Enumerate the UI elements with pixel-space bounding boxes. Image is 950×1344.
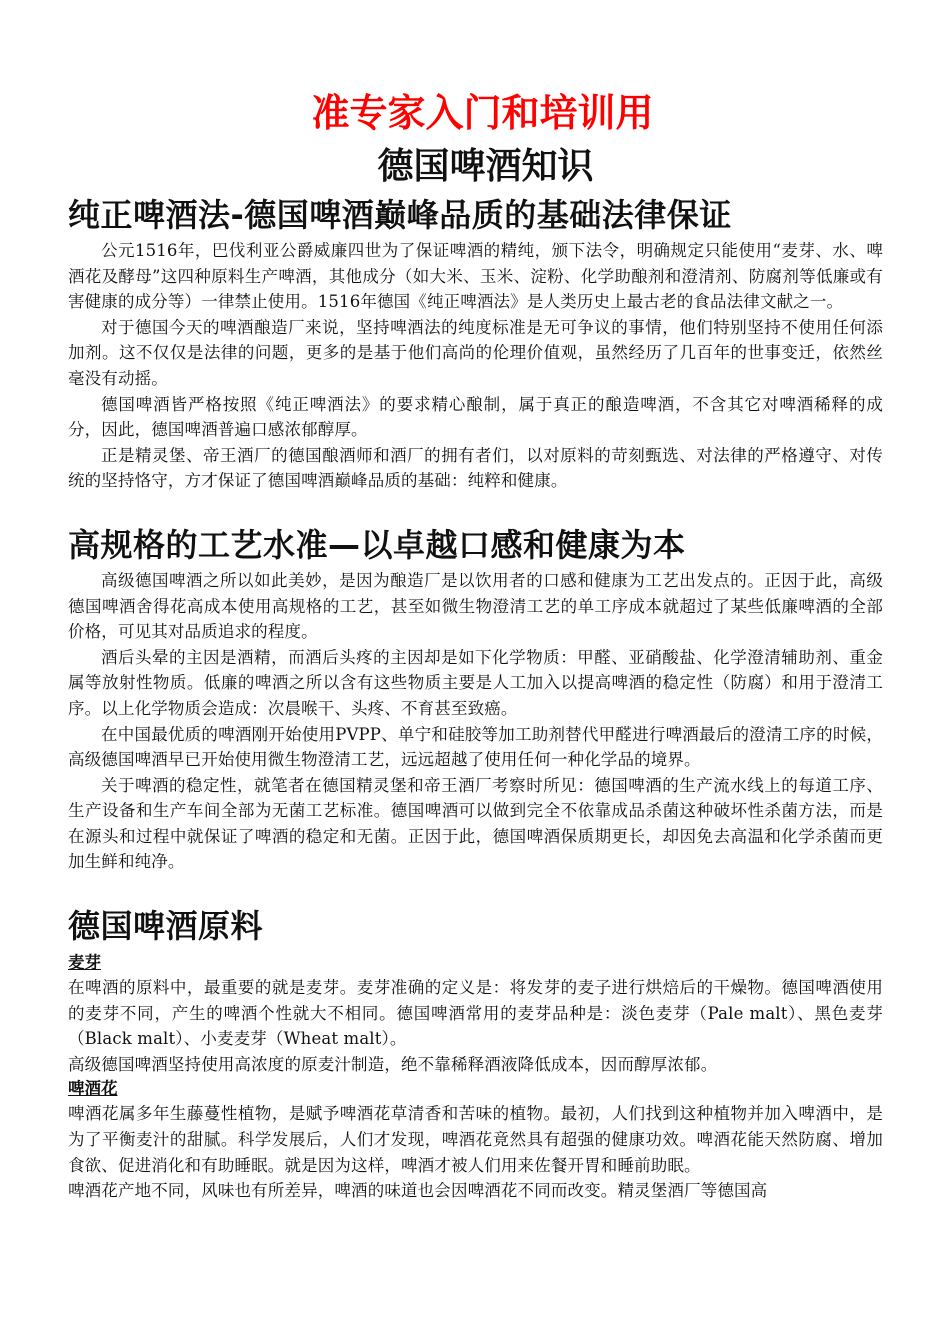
paragraph: 高级德国啤酒坚持使用高浓度的原麦汁制造，绝不靠稀释酒液降低成本，因而醇厚浓郁。	[68, 1054, 718, 1074]
section-spacer	[68, 875, 883, 903]
paragraph: 啤酒花属多年生藤蔓性植物，是赋予啤酒花草清香和苦味的植物。最初，人们找到这种植物并加入啤酒中，是为了平衡麦汁的甜腻。科学发展后，人们才发现，啤酒花竟然具有超强的健康功效。啤酒花能天然防腐、增加食欲、促进消化和有助睡眠。就是因为这样，啤酒才被人们用来佐餐开胃和睡前助眠。	[68, 1104, 883, 1175]
document-page	[68, 84, 883, 1204]
paragraph: 啤酒花产地不同，风味也有所差异，啤酒的味道也会因啤酒花不同而改变。精灵堡酒厂等德国高	[68, 1181, 768, 1201]
section-heading: 高规格的工艺水准—以卓越口感和健康为本	[68, 525, 686, 564]
paragraph: 德国啤酒皆严格按照《纯正啤酒法》的要求精心酿制，属于真正的酿造啤酒，不含其它对啤酒稀释的成分，因此，德国啤酒普遍口感浓郁醇厚。	[68, 394, 883, 440]
document-subtitle: 德国啤酒知识	[377, 146, 594, 187]
paragraph: 高级德国啤酒之所以如此美妙，是因为酿造厂是以饮用者的口感和健康为工艺出发点的。正因于此，高级德国啤酒舍得花高成本使用高规格的工艺，甚至如微生物澄清工艺的单工序成本就超过了某些低廉啤酒的全部价格，可见其对品质追求的程度。	[68, 570, 883, 642]
section-ingredients	[68, 903, 883, 1204]
subheading-malt: 麦芽	[68, 953, 101, 973]
paragraph: 在啤酒的原料中，最重要的就是麦芽。麦芽准确的定义是：将发芽的麦子进行烘焙后的干燥物。德国啤酒使用的麦芽不同，产生的啤酒个性就大不相同。德国啤酒常用的麦芽品种是：淡色麦芽（Pale malt）、黑色麦芽（Black malt）、小麦麦芽（Wheat malt）。	[68, 978, 883, 1049]
section-process-standard	[68, 522, 883, 875]
paragraph: 公元1516年，巴伐利亚公爵威廉四世为了保证啤酒的精纯，颁下法令，明确规定只能使用“麦芽、水、啤酒花及酵母”这四种原料生产啤酒，其他成分（如大米、玉米、淀粉、化学助酿剂和澄清剂、防腐剂等低廉或有害健康的成分等）一律禁止使用。1516年德国《纯正啤酒法》是人类历史上最古老的食品法律文献之一。	[68, 241, 883, 312]
subheading-hops: 啤酒花	[68, 1079, 118, 1099]
document-title: 准专家入门和培训用	[311, 91, 654, 135]
section-heading: 德国啤酒原料	[68, 907, 264, 946]
paragraph: 关于啤酒的稳定性，就笔者在德国精灵堡和帝王酒厂考察时所见：德国啤酒的生产流水线上的每道工序、生产设备和生产车间全部为无菌工艺标准。德国啤酒可以做到完全不依靠成品杀菌这种破坏性杀菌方法，而是在源头和过程中就保证了啤酒的稳定和无菌。正因于此，德国啤酒保质期更长，却因免去高温和化学杀菌而更加生鲜和纯净。	[68, 775, 883, 872]
paragraph: 对于德国今天的啤酒酿造厂来说，坚持啤酒法的纯度标准是无可争议的事情，他们特别坚持不使用任何添加剂。这不仅仅是法律的问题，更多的是基于他们高尚的伦理价值观，虽然经历了几百年的世事变迁，依然丝毫没有动摇。	[68, 317, 883, 388]
section-spacer	[68, 494, 883, 522]
section-pure-beer-law	[68, 192, 883, 494]
paragraph: 酒后头晕的主因是酒精，而酒后头疼的主因却是如下化学物质：甲醛、亚硝酸盐、化学澄清辅助剂、重金属等放射性物质。低廉的啤酒之所以含有这些物质主要是人工加入以提高啤酒的稳定性（防腐）和用于澄清工序。以上化学物质会造成：次晨喉干、头疼、不育甚至致癌。	[68, 647, 883, 718]
paragraph: 正是精灵堡、帝王酒厂的德国酿酒师和酒厂的拥有者们，以对原料的苛刻甄选、对法律的严格遵守、对传统的坚持恪守，方才保证了德国啤酒巅峰品质的基础：纯粹和健康。	[68, 445, 883, 491]
paragraph: 在中国最优质的啤酒刚开始使用PVPP、单宁和硅胶等加工助剂替代甲醛进行啤酒最后的澄清工序的时候，高级德国啤酒早已开始使用微生物澄清工艺，远远超越了使用任何一种化学品的境界。	[68, 724, 883, 770]
section-heading: 纯正啤酒法-德国啤酒巅峰品质的基础法律保证	[68, 196, 732, 234]
